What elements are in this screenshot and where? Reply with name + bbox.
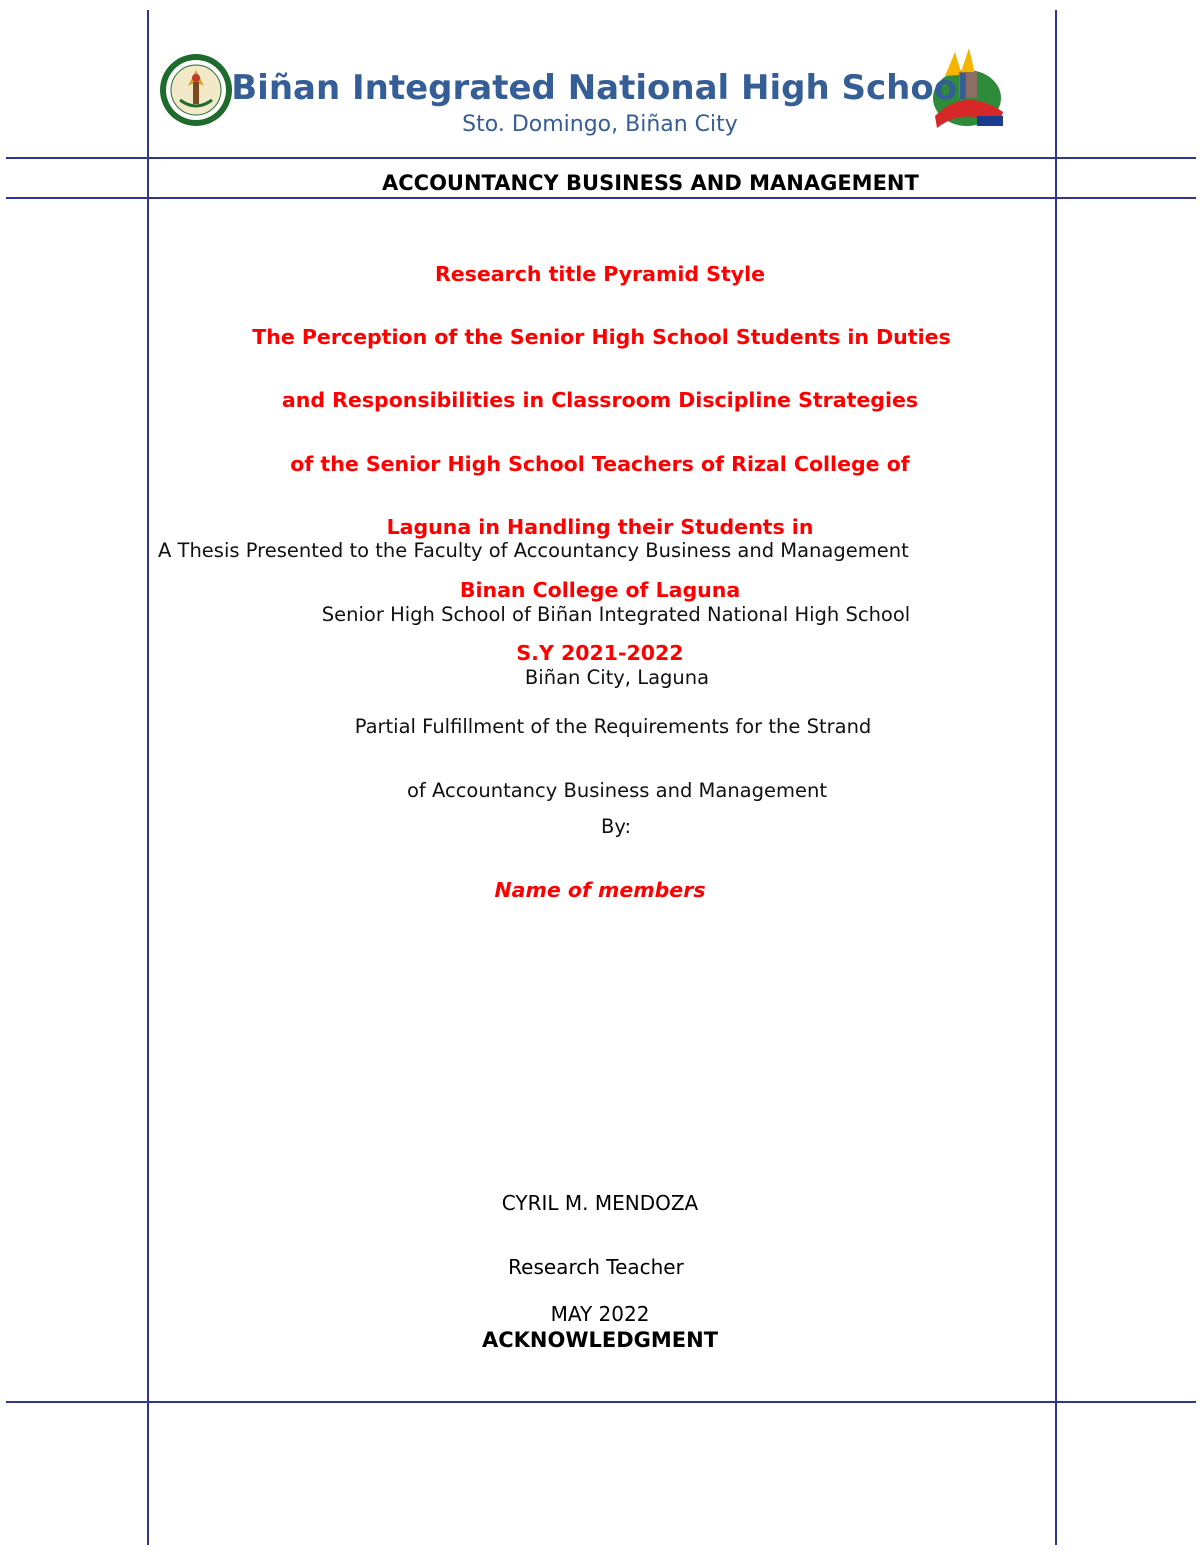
- border-top-upper: [6, 157, 1196, 159]
- research-title-line: Laguna in Handling their Students in: [386, 514, 814, 539]
- research-title-line: and Responsibilities in Classroom Discipline Strategies: [281, 388, 919, 413]
- research-title-label: Research title Pyramid Style: [434, 262, 766, 286]
- fulfillment-line: Partial Fulfillment of the Requirements for the Strand: [354, 715, 872, 738]
- members-name: Name of members: [494, 877, 706, 902]
- school-address: Sto. Domingo, Biñan City: [462, 112, 738, 137]
- adviser-block: [0, 1153, 1200, 1299]
- strand-heading: ACCOUNTANCY BUSINESS AND MANAGEMENT: [382, 171, 919, 195]
- adviser-name: CYRIL M. MENDOZA: [501, 1191, 699, 1215]
- thesis-line: A Thesis Presented to the Faculty of Accountancy Business and Management: [158, 539, 909, 562]
- adviser-role: Research Teacher: [508, 1254, 684, 1279]
- school-name: Biñan Integrated National High School: [231, 68, 969, 108]
- research-title-line: S.Y 2021-2022: [516, 641, 684, 666]
- thesis-line: Senior High School of Biñan Integrated National High School: [321, 602, 911, 626]
- research-title-line: of the Senior High School Teachers of Rizal College of: [290, 451, 910, 476]
- fulfillment-line: of Accountancy Business and Management: [406, 778, 828, 802]
- research-title-line: The Perception of the Senior High School Students in Duties: [252, 325, 951, 350]
- research-title-line: Binan College of Laguna: [459, 578, 741, 603]
- border-bottom: [6, 1401, 1196, 1403]
- thesis-line: Biñan City, Laguna: [524, 666, 710, 689]
- byline: [0, 776, 1200, 922]
- by-label: By:: [600, 815, 632, 838]
- date: MAY 2022: [550, 1302, 650, 1326]
- border-top-lower: [6, 197, 1196, 199]
- acknowledgment-heading: ACKNOWLEDGMENT: [481, 1328, 719, 1352]
